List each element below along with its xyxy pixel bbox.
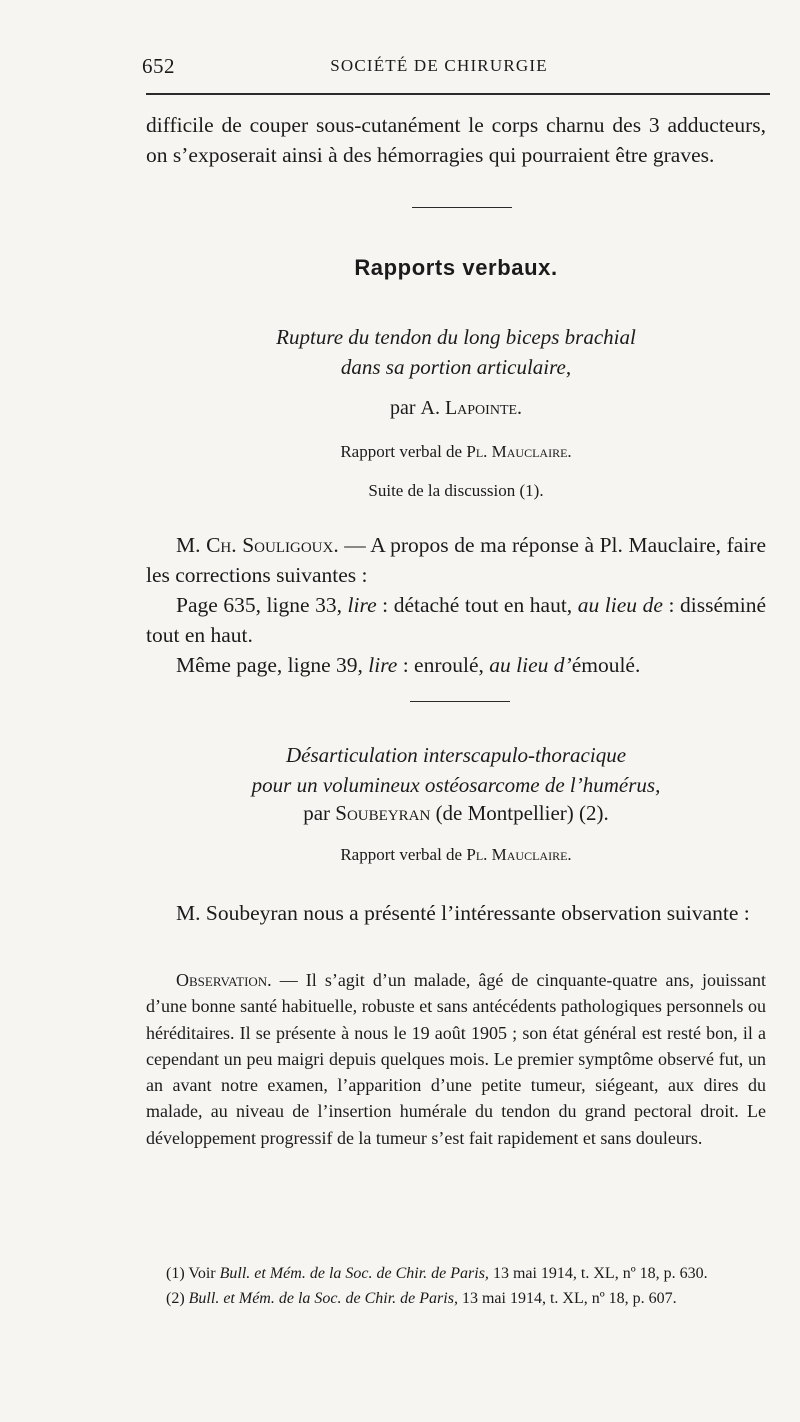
footnote-1 [146, 1262, 766, 1287]
report1-para3-b: : enroulé, [397, 653, 490, 677]
report1-para3-a: Même page, ligne 39, [176, 653, 369, 677]
report1-rapport-name: Pl. Mauclaire. [466, 442, 572, 461]
report1-suite: Suite de la discussion (1). [368, 481, 544, 500]
running-head: SOCIÉTÉ DE CHIRURGIE [330, 56, 548, 75]
observation-text [146, 967, 766, 1151]
observation-body: — Il s’agit d’un malade, âgé de cinquante-quatre ans, jouissant d’une bonne santé habituelle, robuste et sans antécédents pathologiques personnels ou héréditaires. Il se présente à nous le 19 août 1905 ; son état général est resté bon, il a cependant un peu maigri depuis quelques mois. Le premier symptôme observé fut, un an avant notre examen, l’apparition d’une petite tumeur, siégeant, aux dires du malade, au niveau de l’insertion humérale du tendon du grand pectoral droit. Le développement progressif de la tumeur s’est fait rapidement et sans douleurs. [146, 970, 766, 1148]
report2-title-line1: Désarticulation interscapulo-thoracique [285, 743, 627, 767]
report2-title-line2: pour un volumineux ostéosarcome de l’humérus, [251, 773, 661, 797]
footnote-2 [146, 1287, 766, 1312]
report-divider [410, 701, 510, 702]
report1-para2 [146, 590, 766, 650]
report2-intro: M. Soubeyran nous a présenté l’intéressante observation suivante : [176, 901, 750, 925]
page-header [118, 54, 760, 80]
report1-para3-au-lieu: au lieu d’ [489, 653, 572, 677]
report1-title-line1: Rupture du tendon du long biceps brachial [276, 325, 636, 349]
report2-author [146, 801, 766, 826]
footnote-2-ital: Bull. et Mém. de la Soc. de Chir. de Paris, [188, 1289, 458, 1307]
report2-rapport-prefix: Rapport verbal de [340, 845, 467, 864]
footnote-2-b: 13 mai 1914, t. XL, nº 18, p. 607. [457, 1289, 677, 1307]
footnote-1-b: 13 mai 1914, t. XL, nº 18, p. 630. [488, 1265, 708, 1282]
report1-para2-au-lieu: au lieu de [577, 593, 663, 617]
section-divider [412, 207, 512, 208]
report2-author-prefix: par [303, 801, 336, 825]
report1-para3-c: émoulé. [571, 653, 641, 677]
report1-author-prefix: par [389, 397, 421, 419]
footnotes [146, 1262, 766, 1311]
section-title: Rapports verbaux. [354, 255, 558, 280]
header-rule [146, 93, 770, 95]
report1-para3-lire: lire [368, 653, 398, 677]
report2-title [146, 740, 766, 800]
report1-author-name: A. Lapointe. [420, 397, 523, 419]
report1-para2-c: : disséminé tout en haut. [146, 593, 766, 647]
report1-para2-lire: lire [347, 593, 377, 617]
report1-rapport-prefix: Rapport verbal de [340, 442, 467, 461]
report2-rapport [146, 845, 766, 865]
report1-author [146, 397, 766, 420]
observation-label: Observation. [176, 970, 272, 990]
report1-speaker: M. Ch. Souligoux. [176, 533, 339, 557]
report1-para1-text: — A propos de ma réponse à Pl. Mauclaire, faire les corrections suivantes : [146, 533, 766, 587]
page-number: 652 [142, 54, 175, 78]
report1-title [146, 322, 766, 382]
footnote-1-ital: Bull. et Mém. de la Soc. de Chir. de Paris, [219, 1265, 489, 1282]
observation-paragraph [146, 967, 766, 1151]
report2-rapport-name: Pl. Mauclaire. [466, 845, 572, 864]
intro-text: difficile de couper sous-cutanément le corps charnu des 3 adducteurs, on s’exposerait ainsi à des hémorragies qui pourraient être graves. [146, 113, 766, 167]
footnote-1-a: (1) Voir [166, 1265, 220, 1282]
report1-para3 [146, 650, 766, 680]
footnote-2-a: (2) [166, 1289, 189, 1307]
intro-paragraph [146, 110, 766, 170]
report2-intro-paragraph [146, 898, 766, 928]
report1-body [146, 530, 766, 680]
report1-para2-a: Page 635, ligne 33, [176, 593, 348, 617]
report1-para2-b: : détaché tout en haut, [376, 593, 578, 617]
report2-author-name: Soubeyran [335, 801, 431, 825]
report2-author-suffix: (de Montpellier) (2). [430, 801, 609, 825]
report1-para1 [146, 530, 766, 590]
report1-title-line2: dans sa portion articulaire, [340, 355, 572, 379]
report1-rapport [146, 442, 766, 462]
